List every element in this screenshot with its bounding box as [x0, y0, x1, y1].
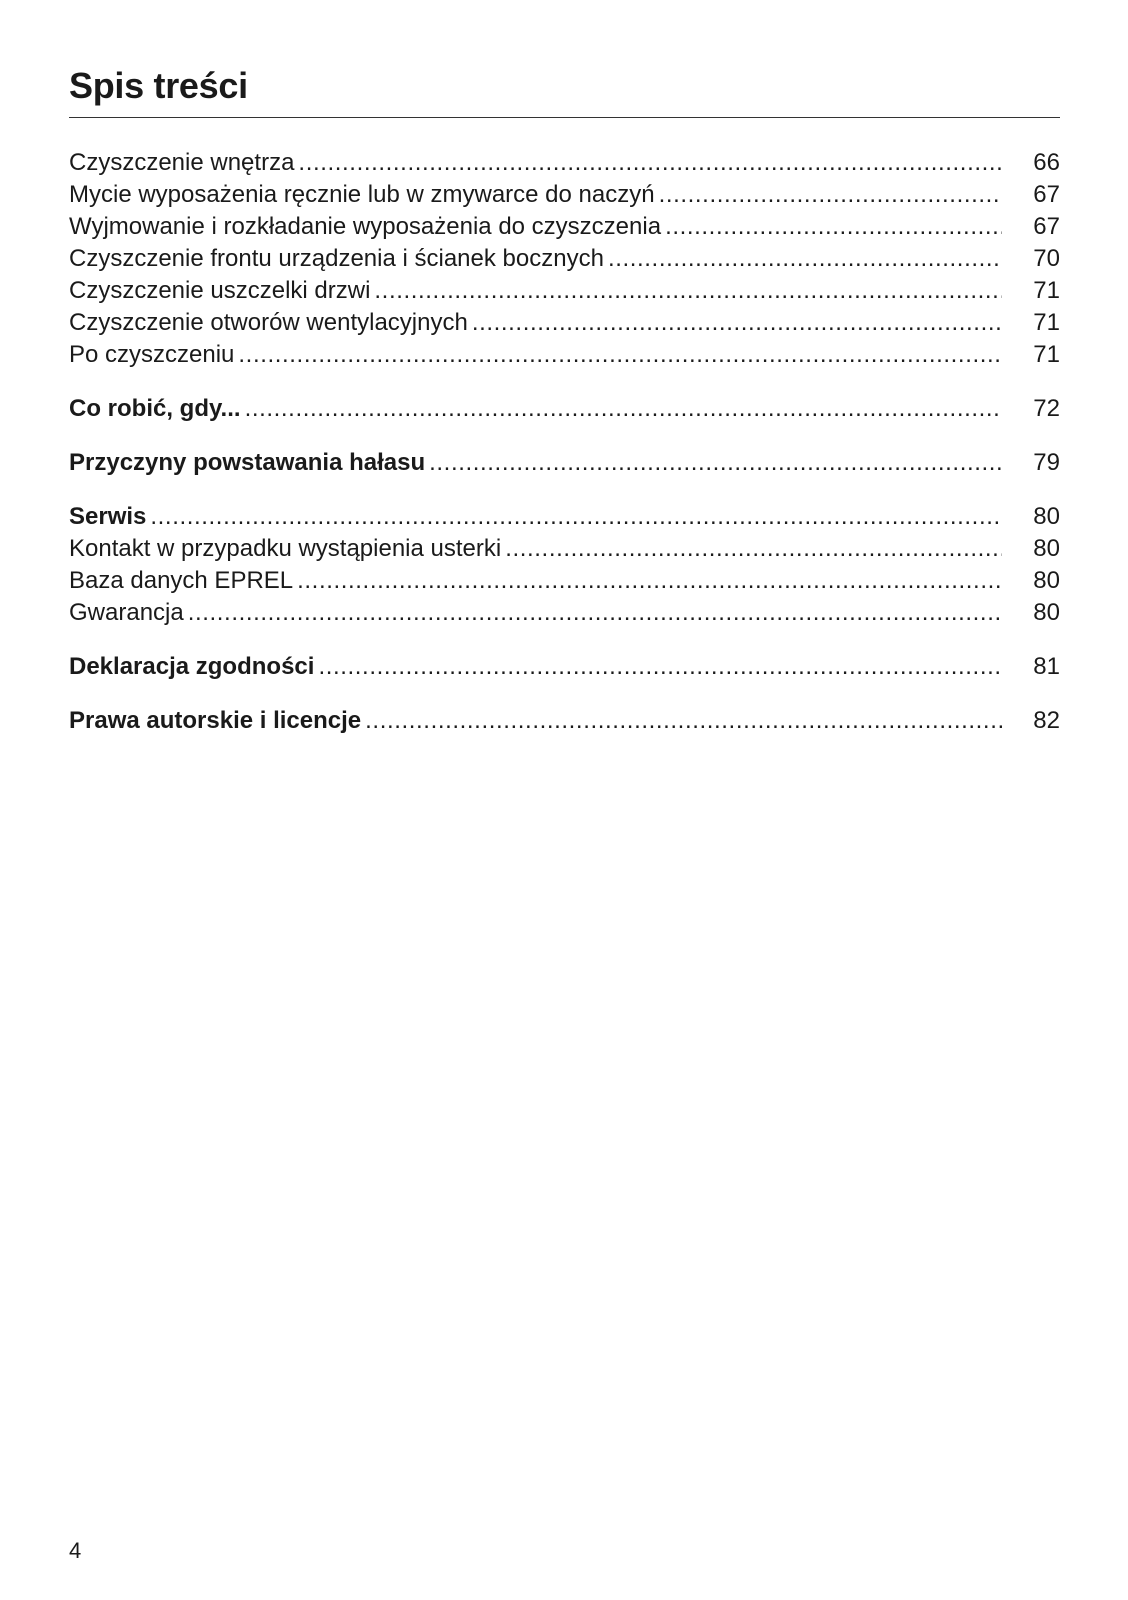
toc-entry-label: Czyszczenie uszczelki drzwi [69, 277, 371, 304]
toc-entry-page: 67 [1033, 213, 1060, 240]
dot-leader [238, 339, 1002, 371]
toc-entry-chapter[interactable] [69, 705, 1060, 737]
toc-entry-page: 80 [1033, 599, 1060, 626]
toc-entry-page: 71 [1033, 277, 1060, 304]
toc-entry-page: 70 [1033, 245, 1060, 272]
toc-entry-label: Prawa autorskie i licencje [69, 707, 362, 734]
toc-entry-page: 80 [1033, 503, 1060, 530]
toc-entry-label: Serwis [69, 503, 147, 530]
title-divider [69, 117, 1060, 118]
toc-entry[interactable] [69, 339, 1060, 371]
toc-entry-page: 72 [1033, 395, 1060, 422]
page-number: 4 [69, 1538, 82, 1563]
dot-leader [150, 501, 1002, 533]
dot-leader [318, 651, 1002, 683]
dot-leader [188, 597, 1002, 629]
dot-leader [472, 307, 1002, 339]
toc-entry-label: Po czyszczeniu [69, 341, 235, 368]
toc-entry-label: Co robić, gdy... [69, 395, 241, 422]
toc-entry-page: 71 [1033, 309, 1060, 336]
dot-leader [429, 447, 1002, 479]
toc-entry-label: Czyszczenie wnętrza [69, 149, 295, 176]
dot-leader [297, 565, 1002, 597]
toc-entry-chapter[interactable] [69, 393, 1060, 425]
toc-entry-label: Gwarancja [69, 599, 184, 626]
toc-entry-page: 80 [1033, 535, 1060, 562]
toc-entry[interactable] [69, 147, 1060, 179]
toc-entry-chapter[interactable] [69, 447, 1060, 479]
dot-leader [245, 393, 1002, 425]
dot-leader [365, 705, 1002, 737]
toc-entry-label: Wyjmowanie i rozkładanie wyposażenia do czyszczenia [69, 213, 662, 240]
toc-group [69, 393, 1060, 425]
toc-entry-page: 66 [1033, 149, 1060, 176]
toc-entry-label: Baza danych EPREL [69, 567, 294, 594]
toc-entry-chapter[interactable] [69, 651, 1060, 683]
toc-group [69, 651, 1060, 683]
toc-entry-page: 80 [1033, 567, 1060, 594]
toc-group [69, 501, 1060, 629]
dot-leader [659, 179, 1002, 211]
toc-entry[interactable] [69, 565, 1060, 597]
toc-entry[interactable] [69, 179, 1060, 211]
toc-entry-label: Kontakt w przypadku wystąpienia usterki [69, 535, 502, 562]
toc-entry-page: 82 [1033, 707, 1060, 734]
toc-entry[interactable] [69, 211, 1060, 243]
toc-entry-chapter[interactable] [69, 501, 1060, 533]
toc-group [69, 447, 1060, 479]
toc-entry-label: Deklaracja zgodności [69, 653, 315, 680]
dot-leader [608, 243, 1002, 275]
toc-entry[interactable] [69, 597, 1060, 629]
toc-entry[interactable] [69, 243, 1060, 275]
toc-entry-page: 67 [1033, 181, 1060, 208]
toc-entry[interactable] [69, 307, 1060, 339]
dot-leader [374, 275, 1002, 307]
toc-entry-label: Przyczyny powstawania hałasu [69, 449, 426, 476]
dot-leader [505, 533, 1002, 565]
page-title: Spis treści [69, 65, 248, 106]
table-of-contents [69, 147, 1060, 759]
toc-entry[interactable] [69, 533, 1060, 565]
toc-entry-page: 79 [1033, 449, 1060, 476]
dot-leader [665, 211, 1002, 243]
toc-entry-page: 81 [1033, 653, 1060, 680]
toc-group [69, 147, 1060, 371]
dot-leader [298, 147, 1002, 179]
toc-entry-label: Czyszczenie otworów wentylacyjnych [69, 309, 468, 336]
toc-group [69, 705, 1060, 737]
toc-entry-page: 71 [1033, 341, 1060, 368]
toc-entry[interactable] [69, 275, 1060, 307]
toc-entry-label: Mycie wyposażenia ręcznie lub w zmywarce do naczyń [69, 181, 655, 208]
toc-entry-label: Czyszczenie frontu urządzenia i ścianek bocznych [69, 245, 604, 272]
